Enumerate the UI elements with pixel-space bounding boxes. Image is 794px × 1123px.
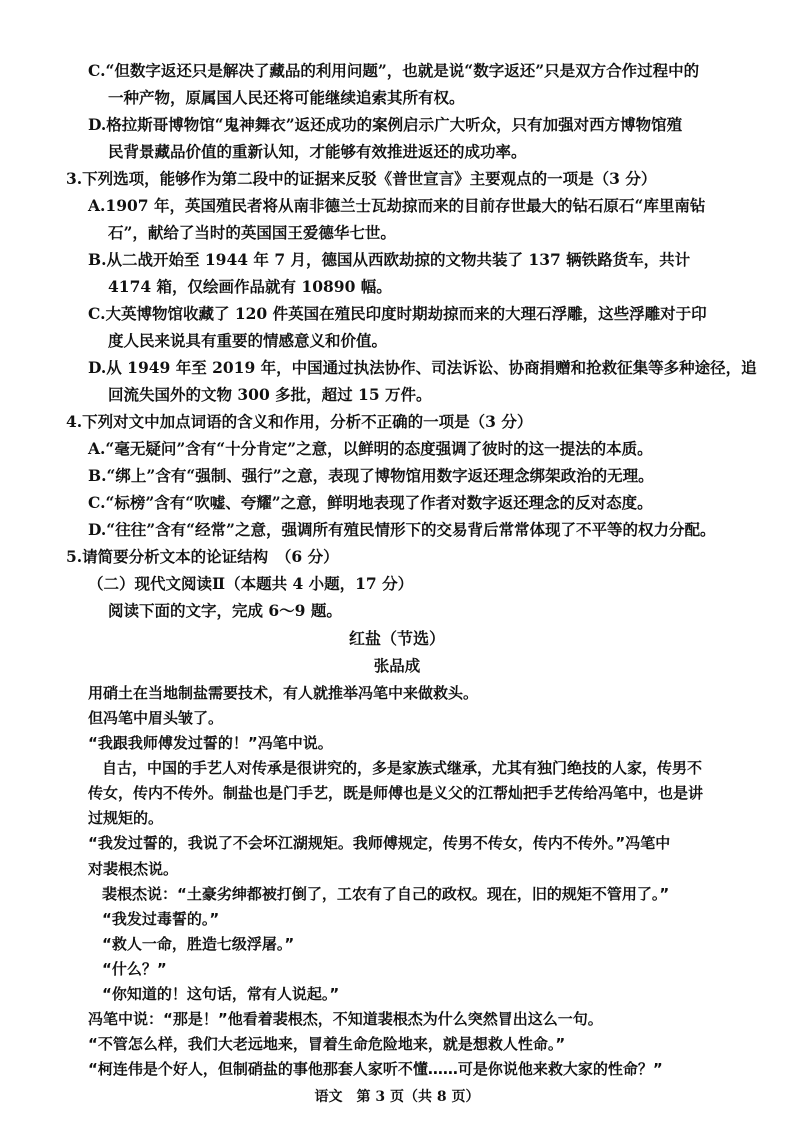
q4-option-a: A.“毫无疑问”含有“十分肯定”之意，以鲜明的态度强调了彼时的这一提法的本质。: [88, 439, 653, 458]
q2-option-d-line1: D.格拉斯哥博物馆“鬼神舞衣”返还成功的案例启示广大听众，只有加强对西方博物馆殖: [88, 115, 683, 134]
story-paragraph-line: “什么？”: [102, 959, 167, 978]
q2-option-d-line2: 民背景藏品价值的重新认知，才能够有效推进返还的成功率。: [108, 142, 527, 161]
q3-option-b-line2: 4174 箱，仅绘画作品就有 10890 幅。: [108, 277, 392, 296]
story-author: 张品成: [373, 656, 421, 675]
story-paragraph-line: 裴根杰说：“土豪劣绅都被打倒了，工农有了自己的政权。现在，旧的规矩不管用了。”: [102, 884, 670, 903]
story-paragraph-line: 对裴根杰说。: [88, 859, 179, 878]
q2-option-c-line2: 一种产物，原属国人民还将可能继续追索其所有权。: [108, 88, 465, 107]
q3-option-d-line1: D.从 1949 年至 2019 年，中国通过执法协作、司法诉讼、协商捐赠和抢救征集等多种途径，追: [88, 358, 757, 377]
q5-stem: 5.请简要分析文本的论证结构 （6 分）: [66, 547, 339, 566]
q3-option-c-line1: C.大英博物馆收藏了 120 件英国在殖民印度时期劫掠而来的大理石浮雕，这些浮雕对于印: [88, 304, 707, 323]
story-paragraph-line: 自古，中国的手艺人对传承是很讲究的，多是家族式继承，尤其有独门绝技的人家，传男不: [102, 759, 703, 778]
section-heading: （二）现代文阅读Ⅱ（本题共 4 小题，17 分）: [88, 574, 414, 593]
q2-option-c-line1: C.“但数字返还只是解决了藏品的利用问题”，也就是说“数字返还”只是双方合作过程中的: [88, 61, 700, 80]
story-paragraph-line: “我发过誓的，我说了不会坏江湖规矩。我师傅规定，传男不传女，传内不传外。”冯笔中: [88, 834, 671, 853]
story-paragraph-line: 用硝土在当地制盐需要技术，有人就推举冯笔中来做救头。: [88, 684, 479, 702]
q3-option-d-line2: 回流失国外的文物 300 多批，超过 15 万件。: [108, 385, 432, 404]
q3-option-a-line2: 石”，献给了当时的英国国王爱德华七世。: [108, 223, 396, 242]
q3-stem: 3.下列选项，能够作为第二段中的证据来反驳《普世宣言》主要观点的一项是（3 分）: [66, 169, 657, 188]
section-instruction: 阅读下面的文字，完成 6～9 题。: [108, 601, 342, 620]
q3-option-b-line1: B.从二战开始至 1944 年 7 月，德国从西欧劫掠的文物共装了 137 辆铁路货车，共计: [88, 250, 691, 269]
story-paragraph-line: “你知道的！这句话，常有人说起。”: [102, 984, 340, 1003]
q3-option-c-line2: 度人民来说具有重要的情感意义和价值。: [108, 331, 388, 350]
q3-option-a-line1: A.1907 年，英国殖民者将从南非德兰士瓦劫掠而来的目前存世最大的钻石原石“库里南钻: [88, 196, 706, 215]
story-paragraph-line: 传女，传内不传外。制盐也是门手艺，既是师傅也是义父的江帮灿把手艺传给冯笔中，也是讲: [88, 784, 704, 803]
story-paragraph-line: “不管怎么样，我们大老远地来，冒着生命危险地来，就是想救人性命。”: [88, 1034, 566, 1053]
story-paragraph-line: “我跟我师傅发过誓的！”冯笔中说。: [88, 734, 333, 753]
story-paragraph-line: “救人一命，胜造七级浮屠。”: [102, 934, 295, 953]
story-title: 红盐（节选）: [348, 629, 445, 648]
story-paragraph-line: 但冯笔中眉头皱了。: [88, 709, 224, 728]
page-footer: 语文 第 3 页（共 8 页）: [314, 1089, 480, 1105]
story-paragraph-line: 过规矩的。: [88, 809, 164, 828]
story-paragraph-line: “我发过毒誓的。”: [102, 909, 220, 928]
q4-option-b: B.“绑上”含有“强制、强行”之意，表现了博物馆用数字返还理念绑架政治的无理。: [88, 466, 654, 485]
q4-stem: 4.下列对文中加点词语的含义和作用，分析不正确的一项是（3 分）: [66, 412, 533, 431]
q4-option-d: D.“往往”含有“经常”之意，强调所有殖民情形下的交易背后常常体现了不平等的权力分配。: [88, 520, 716, 539]
story-paragraph-line: 冯笔中说：“那是！”他看着裴根杰，不知道裴根杰为什么突然冒出这么一句。: [88, 1009, 603, 1028]
story-paragraph-line: “柯连伟是个好人，但制硝盐的事他那套人家听不懂……可是你说他来救大家的性命？”: [88, 1060, 663, 1078]
q4-option-c: C.“标榜”含有“吹嘘、夸耀”之意，鲜明地表现了作者对数字返还理念的反对态度。: [88, 493, 653, 512]
